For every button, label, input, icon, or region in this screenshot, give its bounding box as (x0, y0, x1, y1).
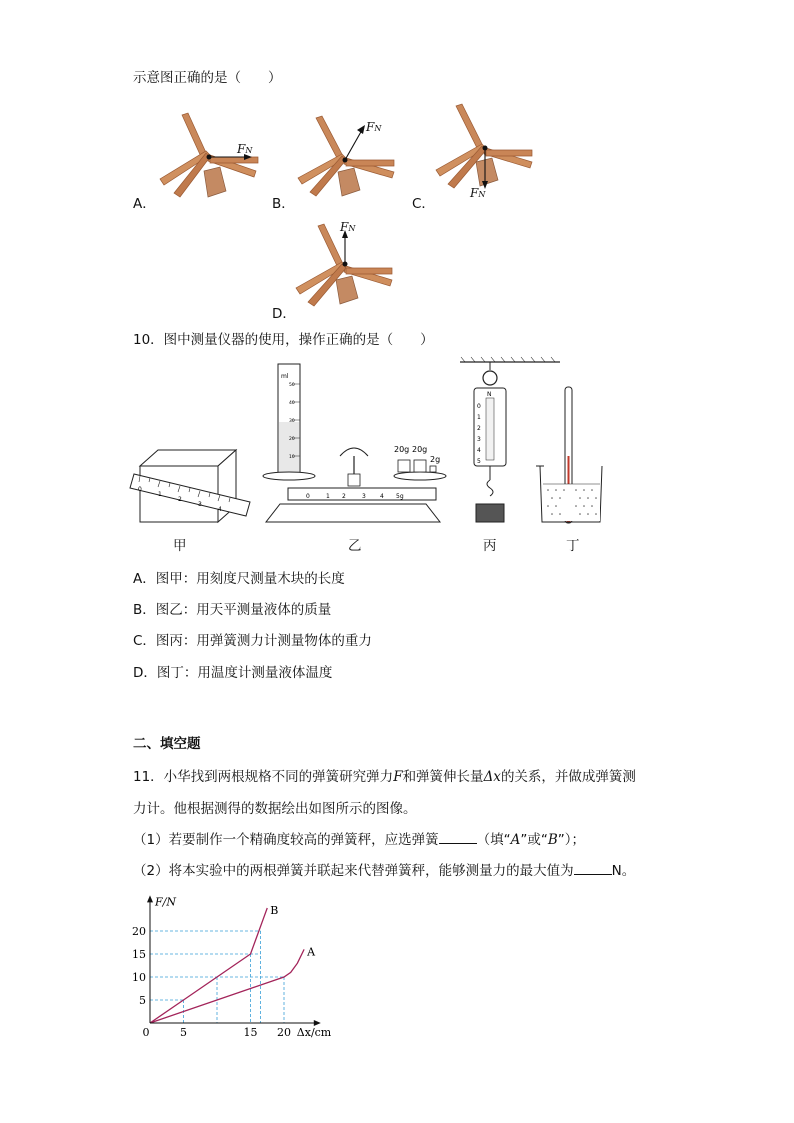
thermometer-beaker (536, 387, 602, 523)
caption-bing: 丙 (483, 538, 497, 554)
cylinder-tick-50: 50 (289, 383, 295, 388)
weight-label-1: 20g (394, 445, 410, 454)
beam-scale-3: 3 (362, 493, 366, 500)
x-tick-20: 20 (277, 1026, 291, 1039)
q9-option-a-label[interactable]: A． (133, 196, 156, 212)
answer-blank-1[interactable] (439, 831, 477, 844)
beam-scale-1: 1 (326, 493, 330, 500)
beam-scale-4: 4 (380, 493, 384, 500)
ruler-tick-4: 4 (218, 506, 222, 513)
answer-blank-2[interactable] (574, 862, 612, 875)
spring-tick-2: 2 (477, 425, 481, 432)
spring-tick-3: 3 (477, 436, 481, 443)
spring-tick-0: 0 (477, 403, 481, 410)
y-tick-15: 15 (132, 948, 146, 961)
dragonfly-figure-c (436, 100, 536, 195)
y-axis-label: F/N (155, 895, 176, 909)
q9-option-b-label[interactable]: B． (272, 196, 295, 212)
force-label-d: FN (340, 220, 356, 234)
weight-label-2: 20g (412, 445, 428, 454)
balance-with-cylinder (263, 364, 446, 522)
cylinder-tick-40: 40 (289, 401, 295, 406)
series-label-B: B (270, 904, 279, 917)
series-line-B (150, 908, 267, 1023)
q10-stem: 10．图中测量仪器的使用，操作正确的是（ ） (133, 332, 434, 348)
chart-lines (150, 908, 304, 1023)
ruler-tick-2: 2 (178, 496, 182, 503)
y-tick-5: 5 (139, 994, 146, 1007)
q11-subquestion-1: （1）若要制作一个精确度较高的弹簧秤，应选弹簧 （填“A”或“B”）； (133, 832, 586, 848)
q9-option-d-label[interactable]: D． (272, 306, 296, 322)
ruler-tick-1: 1 (158, 491, 162, 498)
ruler-tick-3: 3 (198, 501, 202, 508)
q10-option-c[interactable]: C．图丙：用弹簧测力计测量物体的重力 (133, 633, 372, 649)
q10-option-d[interactable]: D．图丁：用温度计测量液体温度 (133, 665, 333, 681)
x-axis-label: Δx/cm (296, 1026, 332, 1039)
series-line-A (150, 949, 304, 1023)
x-tick-5: 5 (180, 1026, 187, 1039)
spring-tick-4: 4 (477, 447, 481, 454)
q10-instruments-figure (130, 356, 670, 536)
y-tick-20: 20 (132, 925, 146, 938)
cylinder-unit: ml (281, 373, 289, 380)
caption-jia: 甲 (173, 538, 187, 554)
q9-option-c-label[interactable]: C． (412, 196, 435, 212)
cylinder-tick-20: 20 (289, 437, 295, 442)
spring-tick-1: 1 (477, 414, 481, 421)
cylinder-tick-30: 30 (289, 419, 295, 424)
force-label-b: FN (366, 120, 382, 134)
q11-stem-line1: 11．小华找到两根规格不同的弹簧研究弹力F和弹簧伸长量Δx的关系，并做成弹簧测 (133, 769, 636, 785)
caption-yi: 乙 (348, 538, 362, 554)
beam-scale-0: 0 (306, 493, 310, 500)
origin-label: 0 (142, 1026, 150, 1039)
force-extension-chart (130, 885, 360, 1045)
series-label-A: A (307, 945, 316, 959)
q11-subquestion-2: （2）将本实验中的两根弹簧并联起来代替弹簧秤，能够测量力的最大值为 N。 (133, 863, 636, 879)
cylinder-tick-10: 10 (289, 455, 295, 460)
q9-stem-tail: 示意图正确的是（ ） (133, 70, 282, 86)
q11-stem-line2: 力计。他根据测得的数据绘出如图所示的图像。 (133, 801, 417, 817)
force-label-a: FN (237, 142, 253, 156)
y-axis-arrow (147, 895, 153, 902)
section-title: 二、填空题 (133, 736, 201, 752)
beam-scale-2: 2 (342, 493, 346, 500)
spring-scale-letter: N (487, 391, 492, 398)
dragonfly-figure-b (298, 110, 398, 205)
q10-option-b[interactable]: B．图乙：用天平测量液体的质量 (133, 602, 332, 618)
x-tick-15: 15 (243, 1026, 258, 1039)
ruler-tick-0: 0 (138, 486, 142, 493)
caption-ding: 丁 (566, 538, 580, 554)
q10-option-a[interactable]: A．图甲：用刻度尺测量木块的长度 (133, 571, 345, 587)
wood-block-ruler (130, 450, 250, 522)
weight-label-3: 2g (430, 455, 441, 464)
beam-scale-5g: 5g (396, 493, 404, 500)
spring-tick-5: 5 (477, 458, 481, 465)
y-tick-10: 10 (132, 971, 146, 984)
force-label-c: FN (470, 186, 486, 200)
